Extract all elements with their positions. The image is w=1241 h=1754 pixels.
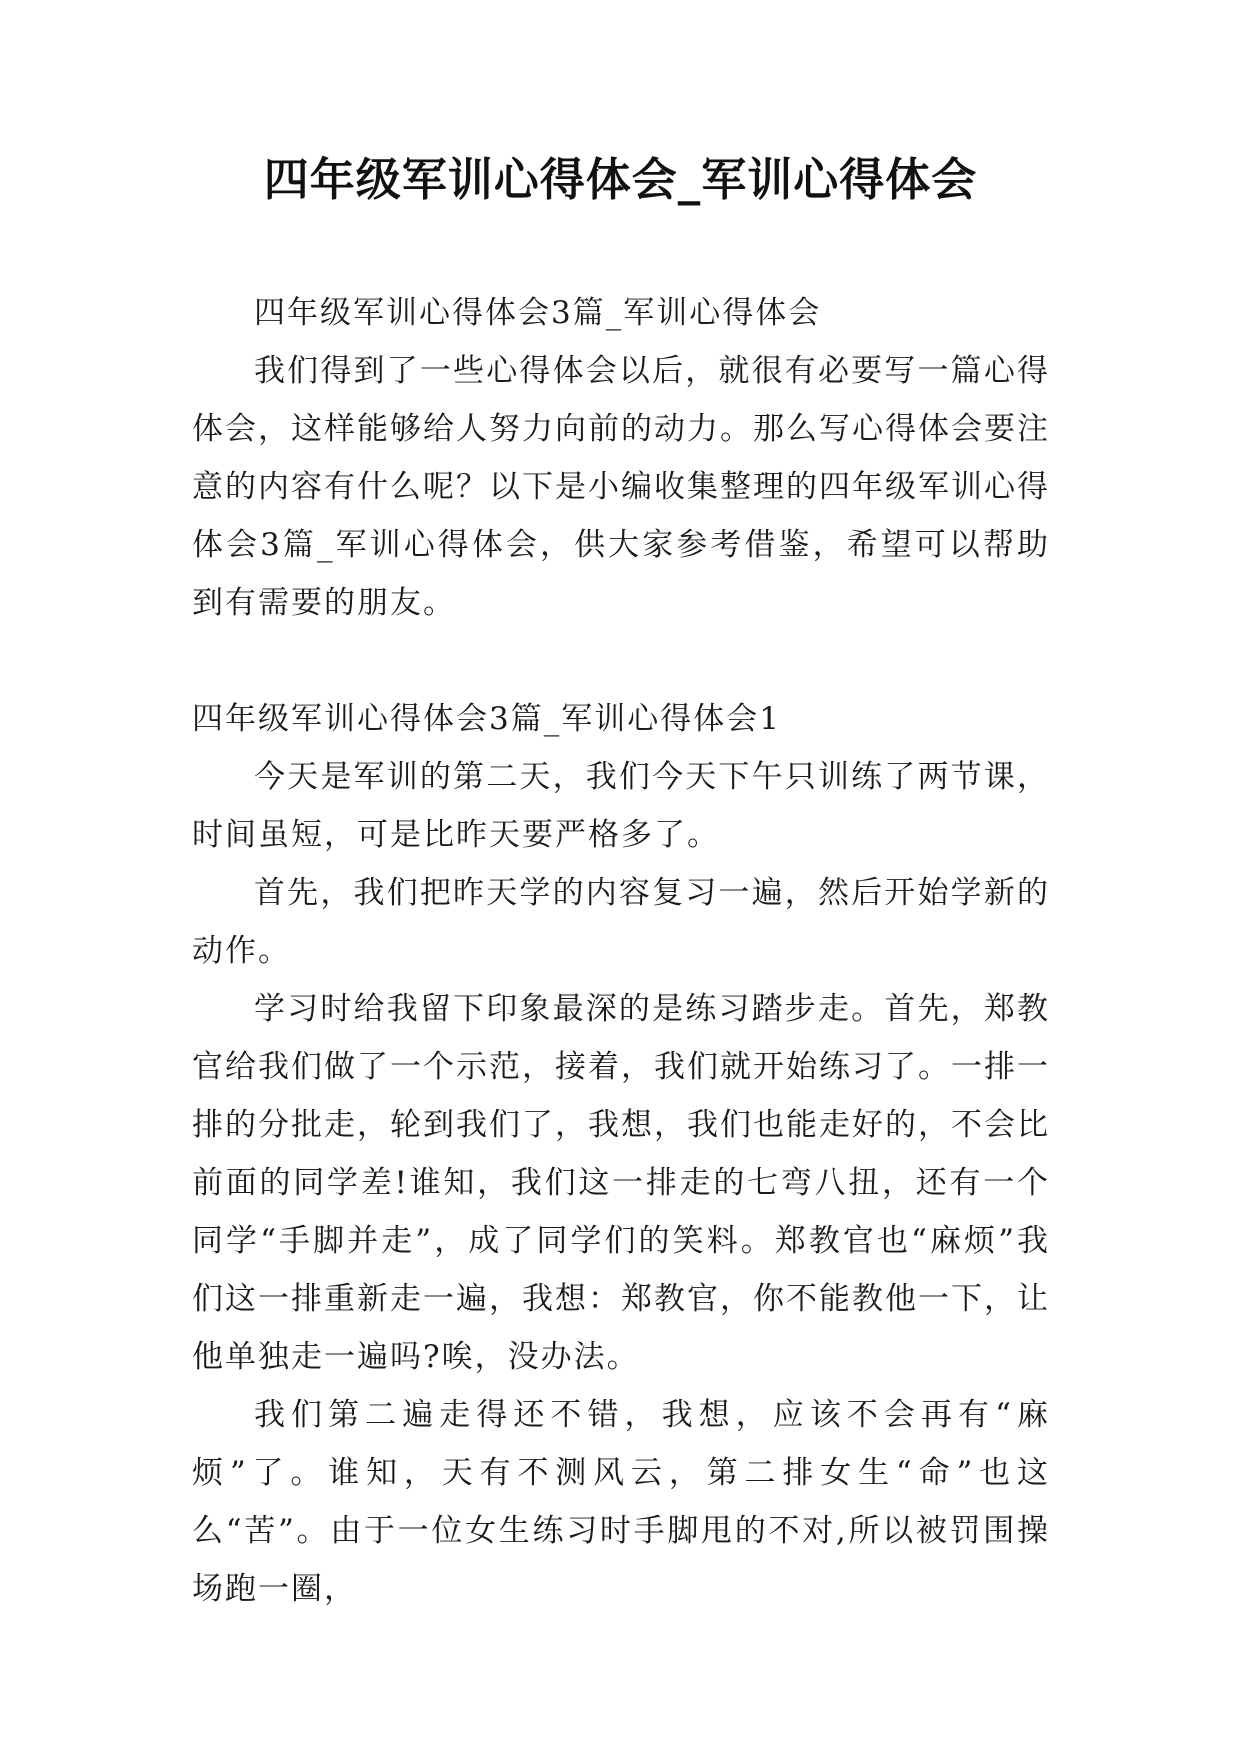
subtitle-line: 四年级军训心得体会3篇_军训心得体会 [254, 295, 822, 331]
document-title: 四年级军训心得体会_军训心得体会 [263, 153, 978, 206]
body-paragraph: 我们第二遍走得还不错，我想，应该不会再有“麻烦”了。谁知，天有不测风云，第二排女生“命”也这么“苦”。由于一位女生练习时手脚甩的不对,所以被罚围操场跑一圈， [192, 1397, 1050, 1607]
document-body [192, 284, 1050, 1618]
body-paragraph: 今天是军训的第二天，我们今天下午只训练了两节课，时间虽短，可是比昨天要严格多了。 [192, 759, 1050, 853]
body-paragraph: 首先，我们把昨天学的内容复习一遍，然后开始学新的动作。 [192, 875, 1050, 969]
section-spacer [192, 632, 1050, 690]
intro-paragraph: 我们得到了一些心得体会以后，就很有必要写一篇心得体会，这样能够给人努力向前的动力。那么写心得体会要注意的内容有什么呢？以下是小编收集整理的四年级军训心得体会3篇_军训心得体会，供大家参考借鉴，希望可以帮助到有需要的朋友。 [192, 353, 1050, 621]
body-paragraph: 学习时给我留下印象最深的是练习踏步走。首先，郑教官给我们做了一个示范，接着，我们就开始练习了。一排一排的分批走，轮到我们了，我想，我们也能走好的，不会比前面的同学差!谁知，我们这一排走的七弯八扭，还有一个同学“手脚并走”，成了同学们的笑料。郑教官也“麻烦”我们这一排重新走一遍，我想：郑教官，你不能教他一下，让他单独走一遍吗?唉，没办法。 [192, 991, 1050, 1375]
section-heading: 四年级军训心得体会3篇_军训心得体会1 [192, 701, 781, 737]
